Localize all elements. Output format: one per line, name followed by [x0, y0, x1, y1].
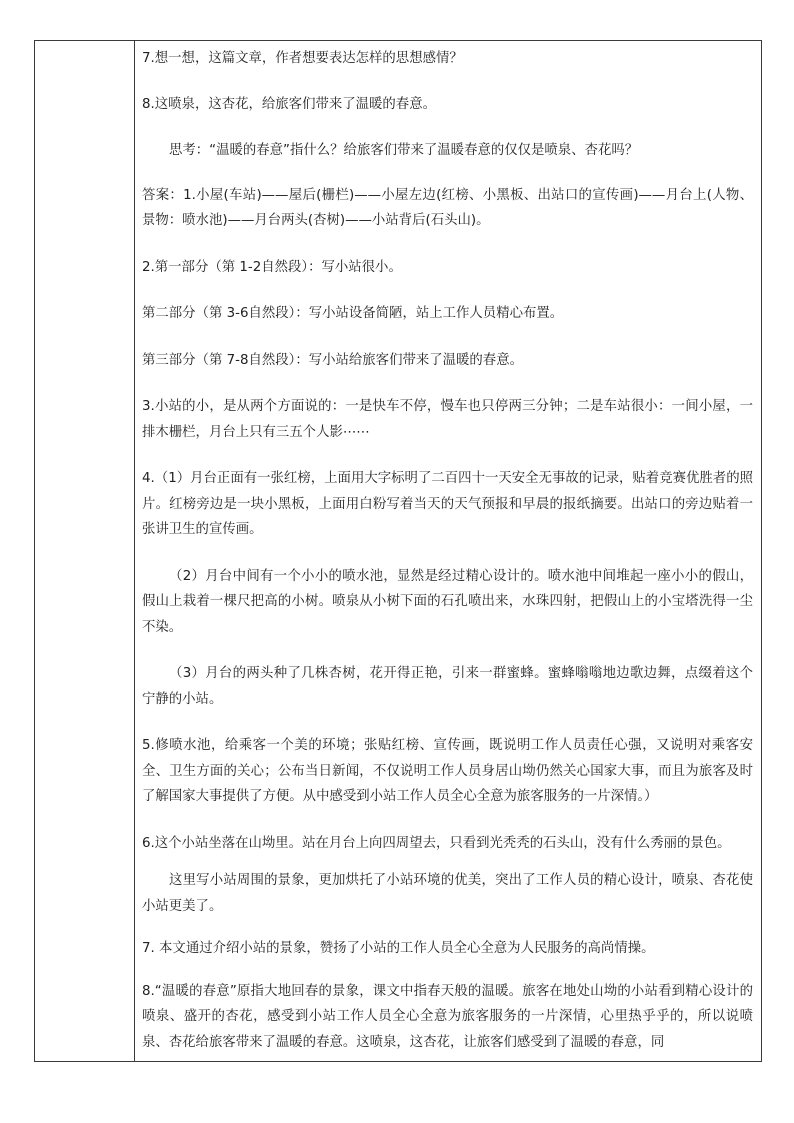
paragraph-3: 思考：“温暖的春意”指什么？给旅客们带来了温暖春意的仅仅是喷泉、杏花吗？: [169, 143, 639, 158]
paragraph-4: 答案：1.小屋(车站)——屋后(栅栏)——小屋左边(红榜、小黑板、出站口的宣传画)——月台上(人物、景物：喷水池)——月台两头(杏树)——小站背后(石头山)。: [142, 187, 753, 228]
paragraph-9: 4.（1）月台正面有一张红榜，上面用大字标明了二百四十一天安全无事故的记录，贴着竞赛优胜者的照片。红榜旁边是一块小黑板，上面用白粉写着当天的天气预报和早晨的报纸摘要。出站口的旁边贴着一张讲卫生的宣传画。: [142, 471, 753, 537]
paragraph-1: 7.想一想，这篇文章，作者想要表达怎样的思想感情？: [142, 51, 463, 66]
document-table: [34, 40, 762, 1062]
paragraph-16: 8.“温暖的春意”原指大地回春的景象，课文中指春天般的温暖。旅客在地处山坳的小站看到精心设计的喷泉、盛开的杏花，感受到小站工作人员全心全意为旅客服务的一片深情，心里热乎乎的，所以说喷泉、杏花给旅客带来了温暖的春意。这喷泉，这杏花，让旅客们感受到了温暖的春意，同: [142, 983, 753, 1050]
paragraph-6: 第二部分（第 3-6自然段）：写小站设备简陋，站上工作人员精心布置。: [142, 306, 564, 321]
paragraph-14: 这里写小站周围的景象，更加烘托了小站环境的优美，突出了工作人员的精心设计，喷泉、杏花使小站更美了。: [142, 873, 753, 914]
paragraph-10: （2）月台中间有一个小小的喷水池，显然是经过精心设计的。喷水池中间堆起一座小小的假山，假山上栽着一棵尺把高的小树。喷泉从小树下面的石孔喷出来，水珠四射，把假山上的小宝塔洗得一尘不染。: [142, 568, 753, 635]
paragraph-8: 3.小站的小，是从两个方面说的：一是快车不停，慢车也只停两三分钟；二是车站很小：一间小屋，一排木栅栏，月台上只有三五个人影⋯⋯: [142, 399, 753, 440]
paragraph-13: 6.这个小站坐落在山坳里。站在月台上向四周望去，只看到光秃秃的石头山，没有什么秀丽的景色。: [142, 835, 731, 851]
table-content-cell: [135, 41, 761, 1061]
paragraph-11: （3）月台的两头种了几株杏树，花开得正艳，引来一群蜜蜂。蜜蜂嗡嗡地边歌边舞，点缀着这个宁静的小站。: [142, 666, 753, 707]
paragraph-7: 第三部分（第 7-8自然段）：写小站给旅客们带来了温暖的春意。: [142, 352, 523, 368]
paragraph-15: 7. 本文通过介绍小站的景象，赞扬了小站的工作人员全心全意为人民服务的高尚情操。: [142, 941, 655, 956]
paragraph-5: 2.第一部分（第 1-2自然段）：写小站很小。: [142, 259, 402, 275]
table-left-column: [35, 41, 135, 1061]
paragraph-2: 8.这喷泉，这杏花，给旅客们带来了温暖的春意。: [142, 96, 436, 112]
paragraph-12: 5.修喷水池，给乘客一个美的环境；张贴红榜、宣传画，既说明工作人员责任心强，又说明对乘客安全、卫生方面的关心；公布当日新闻，不仅说明工作人员身居山坳仍然关心国家大事，而且为旅客及时了解国家大事提供了方便。从中感受到小站工作人员全心全意为旅客服务的一片深情。）: [142, 738, 753, 804]
